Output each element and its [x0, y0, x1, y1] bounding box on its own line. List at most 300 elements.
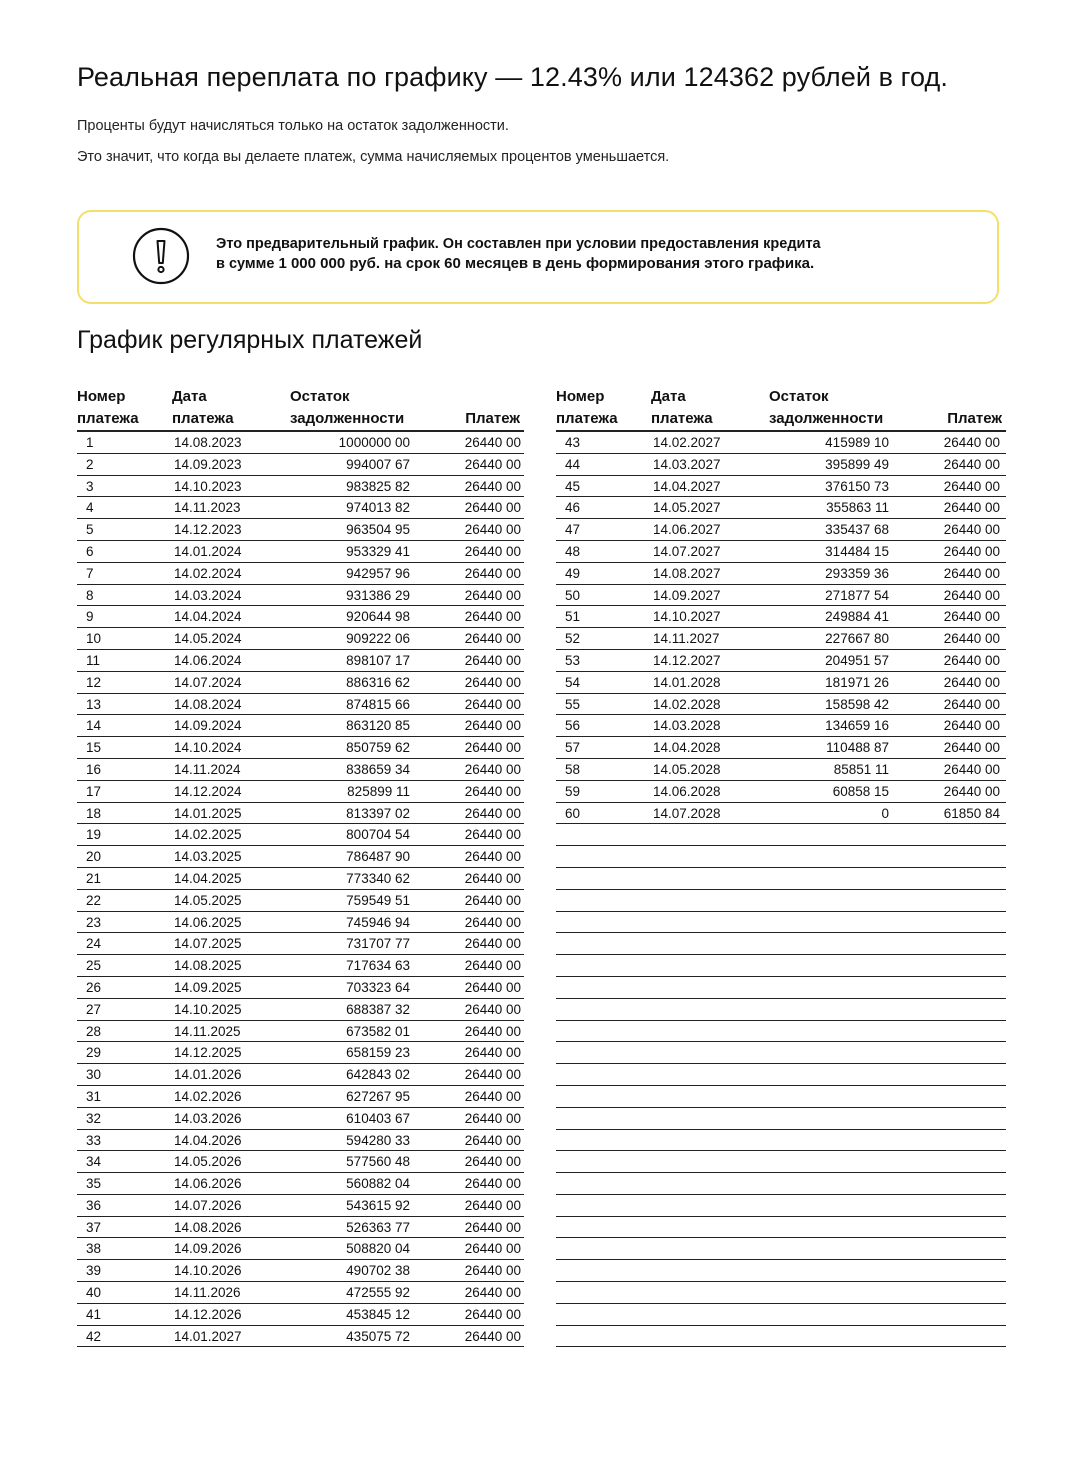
- empty-table-row: [556, 955, 1006, 977]
- cell-number: 20: [86, 849, 102, 865]
- empty-table-row: [556, 846, 1006, 868]
- cell-remaining: 773340 62: [346, 870, 410, 886]
- header-payment: Платеж: [947, 410, 1002, 427]
- cell-number: 7: [86, 565, 94, 581]
- cell-payment: 26440 00: [943, 609, 1000, 625]
- cell-remaining: 813397 02: [346, 805, 410, 821]
- table-row: [77, 650, 524, 672]
- cell-number: 35: [86, 1176, 102, 1192]
- cell-payment: 26440 00: [464, 979, 521, 995]
- cell-remaining: 435075 72: [346, 1328, 410, 1344]
- cell-remaining: 874815 66: [346, 696, 410, 712]
- table-row: [77, 1282, 524, 1304]
- cell-date: 14.06.2026: [174, 1176, 242, 1192]
- cell-payment: 26440 00: [464, 696, 521, 712]
- cell-remaining: 800704 54: [346, 827, 410, 843]
- empty-table-row: [556, 1021, 1006, 1043]
- empty-table-row: [556, 890, 1006, 912]
- table-row: [556, 432, 1006, 454]
- table-row: [77, 454, 524, 476]
- notice-line-1: Это предварительный график. Он составлен при условии предоставления кредита: [216, 236, 821, 252]
- cell-payment: 26440 00: [464, 1219, 521, 1235]
- cell-date: 14.03.2025: [174, 849, 242, 865]
- cell-number: 8: [86, 587, 94, 603]
- cell-payment: 26440 00: [943, 565, 1000, 581]
- cell-remaining: 110488 87: [826, 740, 889, 756]
- empty-table-row: [556, 1042, 1006, 1064]
- cell-remaining: 594280 33: [346, 1132, 410, 1148]
- cell-remaining: 395899 49: [825, 456, 889, 472]
- cell-payment: 26440 00: [464, 1176, 521, 1192]
- cell-date: 14.02.2028: [653, 696, 721, 712]
- paragraph-interest: Проценты будут начисляться только на остаток задолженности.: [77, 118, 509, 134]
- cell-date: 14.05.2028: [653, 761, 721, 777]
- cell-remaining: 543615 92: [346, 1197, 410, 1213]
- cell-payment: 26440 00: [943, 543, 1000, 559]
- cell-number: 53: [565, 652, 581, 668]
- cell-number: 3: [86, 478, 94, 494]
- cell-date: 14.09.2024: [174, 718, 242, 734]
- cell-number: 22: [86, 892, 102, 908]
- cell-payment: 26440 00: [464, 1241, 521, 1257]
- table-row: [77, 432, 524, 454]
- cell-date: 14.10.2024: [174, 740, 242, 756]
- empty-table-row: [556, 1086, 1006, 1108]
- cell-payment: 26440 00: [464, 827, 521, 843]
- cell-date: 14.07.2024: [174, 674, 242, 690]
- table-row: [77, 541, 524, 563]
- cell-number: 23: [86, 914, 102, 930]
- table-body: [556, 432, 1006, 1347]
- cell-number: 37: [86, 1219, 102, 1235]
- cell-remaining: 673582 01: [346, 1023, 410, 1039]
- notice-line-2: [216, 254, 821, 274]
- cell-payment: 26440 00: [464, 609, 521, 625]
- cell-remaining: 838659 34: [346, 761, 410, 777]
- table-row: [556, 650, 1006, 672]
- cell-payment: 26440 00: [943, 631, 1000, 647]
- cell-number: 19: [86, 827, 102, 843]
- cell-payment: 26440 00: [464, 1328, 521, 1344]
- table-row: [77, 1260, 524, 1282]
- cell-remaining: 627267 95: [346, 1088, 410, 1104]
- table-row: [77, 497, 524, 519]
- cell-payment: 26440 00: [943, 783, 1000, 799]
- cell-payment: 26440 00: [464, 1197, 521, 1213]
- table-row: [77, 933, 524, 955]
- cell-payment: 26440 00: [464, 1067, 521, 1083]
- cell-payment: 26440 00: [464, 958, 521, 974]
- cell-payment: 26440 00: [464, 936, 521, 952]
- table-body: [77, 432, 524, 1347]
- table-row: [556, 454, 1006, 476]
- table-row: [77, 737, 524, 759]
- cell-remaining: 983825 82: [346, 478, 410, 494]
- cell-date: 14.12.2025: [174, 1045, 242, 1061]
- cell-remaining: 271877 54: [825, 587, 889, 603]
- cell-number: 13: [86, 696, 102, 712]
- empty-table-row: [556, 868, 1006, 890]
- cell-number: 44: [565, 456, 581, 472]
- notice-line-2-prefix: в сумме: [216, 256, 275, 272]
- cell-remaining: 963504 95: [346, 522, 410, 538]
- cell-date: 14.09.2025: [174, 979, 242, 995]
- empty-table-row: [556, 1304, 1006, 1326]
- cell-number: 48: [565, 543, 581, 559]
- cell-number: 59: [565, 783, 581, 799]
- cell-date: 14.09.2023: [174, 456, 242, 472]
- cell-payment: 26440 00: [943, 500, 1000, 516]
- cell-number: 39: [86, 1263, 102, 1279]
- cell-number: 29: [86, 1045, 102, 1061]
- cell-payment: 26440 00: [943, 478, 1000, 494]
- cell-number: 56: [565, 718, 581, 734]
- cell-number: 6: [86, 543, 94, 559]
- cell-number: 24: [86, 936, 102, 952]
- cell-payment: 26440 00: [464, 761, 521, 777]
- table-row: [77, 1042, 524, 1064]
- notice-text: [216, 234, 821, 274]
- empty-table-row: [556, 1282, 1006, 1304]
- table-row: [556, 476, 1006, 498]
- cell-remaining: 850759 62: [346, 740, 410, 756]
- cell-payment: 26440 00: [943, 674, 1000, 690]
- cell-date: 14.11.2027: [653, 631, 720, 647]
- cell-remaining: 610403 67: [346, 1110, 410, 1126]
- cell-remaining: 227667 80: [825, 631, 889, 647]
- table-row: [77, 1130, 524, 1152]
- notice-line-2-amount: 1 000 000 руб. на срок 60 месяцев в день формирования этого графика.: [278, 255, 815, 272]
- table-row: [77, 672, 524, 694]
- cell-number: 32: [86, 1110, 102, 1126]
- cell-number: 2: [86, 456, 94, 472]
- table-row: [556, 715, 1006, 737]
- cell-date: 14.05.2025: [174, 892, 242, 908]
- cell-remaining: 731707 77: [346, 936, 410, 952]
- cell-date: 14.04.2028: [653, 740, 721, 756]
- cell-payment: 26440 00: [943, 696, 1000, 712]
- cell-payment: 61850 84: [943, 805, 1000, 821]
- cell-payment: 26440 00: [464, 652, 521, 668]
- empty-table-row: [556, 1130, 1006, 1152]
- table-row: [77, 759, 524, 781]
- cell-number: 27: [86, 1001, 102, 1017]
- table-row: [556, 781, 1006, 803]
- cell-remaining: 204951 57: [825, 652, 889, 668]
- cell-date: 14.04.2025: [174, 870, 242, 886]
- empty-table-row: [556, 1260, 1006, 1282]
- table-row: [556, 606, 1006, 628]
- cell-number: 15: [86, 740, 102, 756]
- cell-date: 14.06.2025: [174, 914, 242, 930]
- exclamation-icon: [132, 227, 190, 285]
- empty-table-row: [556, 1217, 1006, 1239]
- cell-date: 14.02.2027: [653, 435, 721, 450]
- cell-number: 49: [565, 565, 581, 581]
- table-row: [77, 999, 524, 1021]
- table-row: [77, 585, 524, 607]
- cell-date: 14.02.2026: [174, 1088, 242, 1104]
- cell-date: 14.07.2025: [174, 936, 242, 952]
- cell-remaining: 577560 48: [346, 1154, 410, 1170]
- cell-date: 14.12.2027: [653, 652, 721, 668]
- cell-remaining: 60858 15: [832, 783, 889, 799]
- cell-date: 14.03.2027: [653, 456, 721, 472]
- cell-date: 14.09.2026: [174, 1241, 242, 1257]
- header-remaining: Остаток задолженности: [290, 388, 405, 427]
- cell-remaining: 249884 41: [825, 609, 889, 625]
- empty-table-row: [556, 977, 1006, 999]
- table-row: [556, 628, 1006, 650]
- cell-payment: 26440 00: [464, 456, 521, 472]
- table-row: [77, 1021, 524, 1043]
- schedule-table-left: [77, 384, 524, 1347]
- cell-date: 14.08.2023: [174, 435, 242, 450]
- cell-date: 14.10.2025: [174, 1001, 242, 1017]
- empty-table-row: [556, 1238, 1006, 1260]
- cell-payment: 26440 00: [464, 1045, 521, 1061]
- cell-payment: 26440 00: [464, 1132, 521, 1148]
- cell-date: 14.10.2027: [653, 609, 721, 625]
- cell-remaining: 825899 11: [347, 783, 410, 799]
- cell-number: 55: [565, 696, 581, 712]
- cell-number: 12: [86, 674, 102, 690]
- cell-date: 14.01.2024: [174, 543, 242, 559]
- cell-number: 40: [86, 1285, 102, 1301]
- table-row: [556, 759, 1006, 781]
- cell-date: 14.01.2025: [174, 805, 242, 821]
- cell-number: 11: [86, 652, 101, 668]
- table-row: [556, 563, 1006, 585]
- header-date: Дата платежа: [172, 388, 234, 427]
- cell-remaining: 688387 32: [346, 1001, 410, 1017]
- cell-date: 14.12.2023: [174, 522, 242, 538]
- cell-number: 21: [86, 870, 102, 886]
- table-header: [77, 384, 524, 432]
- empty-table-row: [556, 1151, 1006, 1173]
- table-row: [77, 1217, 524, 1239]
- cell-number: 50: [565, 587, 581, 603]
- cell-remaining: 974013 82: [346, 500, 410, 516]
- table-row: [77, 1195, 524, 1217]
- cell-payment: 26440 00: [464, 587, 521, 603]
- cell-date: 14.02.2025: [174, 827, 242, 843]
- cell-remaining: 158598 42: [825, 696, 889, 712]
- table-row: [556, 803, 1006, 825]
- cell-payment: 26440 00: [464, 849, 521, 865]
- header-remaining: Остаток задолженности: [769, 388, 884, 427]
- cell-remaining: 85851 11: [833, 761, 889, 777]
- table-row: [77, 1173, 524, 1195]
- header-payment: Платеж: [465, 410, 520, 427]
- cell-remaining: 717634 63: [346, 958, 410, 974]
- header-date: Дата платежа: [651, 388, 713, 427]
- cell-payment: 26440 00: [464, 805, 521, 821]
- cell-remaining: 355863 11: [826, 500, 889, 516]
- cell-date: 14.04.2027: [653, 478, 721, 494]
- cell-payment: 26440 00: [464, 1110, 521, 1126]
- cell-remaining: 335437 68: [825, 522, 889, 538]
- table-row: [77, 628, 524, 650]
- cell-date: 14.06.2028: [653, 783, 721, 799]
- empty-table-row: [556, 1064, 1006, 1086]
- empty-table-row: [556, 912, 1006, 934]
- cell-date: 14.08.2026: [174, 1219, 242, 1235]
- paragraph-explanation: Это значит, что когда вы делаете платеж, сумма начисляемых процентов уменьшается.: [77, 149, 670, 165]
- cell-payment: 26440 00: [464, 870, 521, 886]
- cell-number: 34: [86, 1154, 102, 1170]
- header-number: Номер платежа: [77, 388, 139, 427]
- cell-remaining: 314484 15: [825, 543, 889, 559]
- cell-remaining: 863120 85: [346, 718, 410, 734]
- cell-number: 14: [86, 718, 102, 734]
- cell-number: 17: [86, 783, 102, 799]
- table-row: [77, 781, 524, 803]
- cell-remaining: 703323 64: [346, 979, 410, 995]
- cell-number: 54: [565, 674, 581, 690]
- cell-number: 60: [565, 805, 581, 821]
- cell-date: 14.01.2026: [174, 1067, 242, 1083]
- cell-payment: 26440 00: [464, 543, 521, 559]
- table-row: [556, 541, 1006, 563]
- table-row: [77, 1064, 524, 1086]
- cell-date: 14.06.2024: [174, 652, 242, 668]
- cell-date: 14.07.2026: [174, 1197, 242, 1213]
- cell-payment: 26440 00: [943, 761, 1000, 777]
- cell-payment: 26440 00: [943, 718, 1000, 734]
- empty-table-row: [556, 1195, 1006, 1217]
- cell-remaining: 886316 62: [346, 674, 410, 690]
- cell-remaining: 472555 92: [346, 1285, 410, 1301]
- cell-payment: 26440 00: [943, 456, 1000, 472]
- cell-remaining: 898107 17: [346, 652, 410, 668]
- cell-remaining: 759549 51: [346, 892, 410, 908]
- table-row: [556, 694, 1006, 716]
- cell-number: 18: [86, 805, 102, 821]
- cell-date: 14.05.2024: [174, 631, 242, 647]
- notice-box: [77, 210, 999, 304]
- cell-payment: 26440 00: [464, 783, 521, 799]
- cell-payment: 26440 00: [464, 522, 521, 538]
- cell-remaining: 508820 04: [346, 1241, 410, 1257]
- cell-date: 14.05.2027: [653, 500, 721, 516]
- cell-remaining: 909222 06: [346, 631, 410, 647]
- cell-number: 26: [86, 979, 102, 995]
- cell-date: 14.11.2025: [174, 1023, 241, 1039]
- cell-payment: 26440 00: [464, 674, 521, 690]
- cell-remaining: 1000000 00: [338, 435, 410, 450]
- table-row: [77, 977, 524, 999]
- table-row: [77, 1326, 524, 1348]
- cell-remaining: 658159 23: [346, 1045, 410, 1061]
- cell-number: 1: [86, 435, 94, 450]
- cell-number: 28: [86, 1023, 102, 1039]
- cell-date: 14.11.2023: [174, 500, 241, 516]
- cell-payment: 26440 00: [464, 1023, 521, 1039]
- table-row: [556, 497, 1006, 519]
- cell-date: 14.04.2024: [174, 609, 242, 625]
- cell-date: 14.03.2026: [174, 1110, 242, 1126]
- empty-table-row: [556, 999, 1006, 1021]
- cell-remaining: 920644 98: [346, 609, 410, 625]
- cell-payment: 26440 00: [943, 652, 1000, 668]
- cell-number: 52: [565, 631, 581, 647]
- cell-payment: 26440 00: [464, 565, 521, 581]
- cell-payment: 26440 00: [464, 718, 521, 734]
- table-row: [77, 476, 524, 498]
- cell-number: 31: [86, 1088, 102, 1104]
- cell-payment: 26440 00: [464, 478, 521, 494]
- table-row: [77, 1086, 524, 1108]
- table-row: [77, 955, 524, 977]
- cell-date: 14.04.2026: [174, 1132, 242, 1148]
- cell-number: 43: [565, 435, 581, 450]
- cell-payment: 26440 00: [943, 522, 1000, 538]
- table-row: [77, 803, 524, 825]
- table-row: [77, 715, 524, 737]
- cell-number: 33: [86, 1132, 102, 1148]
- cell-number: 9: [86, 609, 94, 625]
- cell-date: 14.07.2027: [653, 543, 721, 559]
- cell-date: 14.08.2027: [653, 565, 721, 581]
- cell-date: 14.08.2024: [174, 696, 242, 712]
- empty-table-row: [556, 1108, 1006, 1130]
- empty-table-row: [556, 824, 1006, 846]
- schedule-table-right: [556, 384, 1006, 1347]
- table-row: [77, 1304, 524, 1326]
- cell-payment: 26440 00: [943, 435, 1000, 450]
- cell-remaining: 490702 38: [346, 1263, 410, 1279]
- cell-number: 46: [565, 500, 581, 516]
- cell-remaining: 994007 67: [346, 456, 410, 472]
- cell-date: 14.11.2026: [174, 1285, 241, 1301]
- cell-payment: 26440 00: [464, 1263, 521, 1279]
- table-row: [556, 519, 1006, 541]
- cell-date: 14.10.2026: [174, 1263, 242, 1279]
- cell-payment: 26440 00: [464, 740, 521, 756]
- cell-date: 14.05.2026: [174, 1154, 242, 1170]
- cell-payment: 26440 00: [464, 1088, 521, 1104]
- cell-date: 14.01.2028: [653, 674, 721, 690]
- cell-remaining: 526363 77: [346, 1219, 410, 1235]
- cell-remaining: 560882 04: [346, 1176, 410, 1192]
- cell-payment: 26440 00: [464, 631, 521, 647]
- cell-payment: 26440 00: [464, 500, 521, 516]
- cell-number: 41: [86, 1306, 102, 1322]
- header-number: Номер платежа: [556, 388, 618, 427]
- cell-remaining: 942957 96: [346, 565, 410, 581]
- table-row: [77, 890, 524, 912]
- cell-remaining: 0: [881, 805, 889, 821]
- cell-number: 16: [86, 761, 102, 777]
- cell-date: 14.12.2026: [174, 1306, 242, 1322]
- table-row: [77, 868, 524, 890]
- table-row: [77, 1108, 524, 1130]
- cell-payment: 26440 00: [943, 740, 1000, 756]
- cell-number: 58: [565, 761, 581, 777]
- cell-date: 14.02.2024: [174, 565, 242, 581]
- cell-date: 14.11.2024: [174, 761, 241, 777]
- cell-remaining: 786487 90: [346, 849, 410, 865]
- cell-number: 4: [86, 500, 94, 516]
- table-row: [77, 606, 524, 628]
- table-row: [77, 1151, 524, 1173]
- cell-remaining: 745946 94: [346, 914, 410, 930]
- cell-date: 14.03.2024: [174, 587, 242, 603]
- table-row: [77, 694, 524, 716]
- cell-date: 14.10.2023: [174, 478, 242, 494]
- cell-payment: 26440 00: [464, 1001, 521, 1017]
